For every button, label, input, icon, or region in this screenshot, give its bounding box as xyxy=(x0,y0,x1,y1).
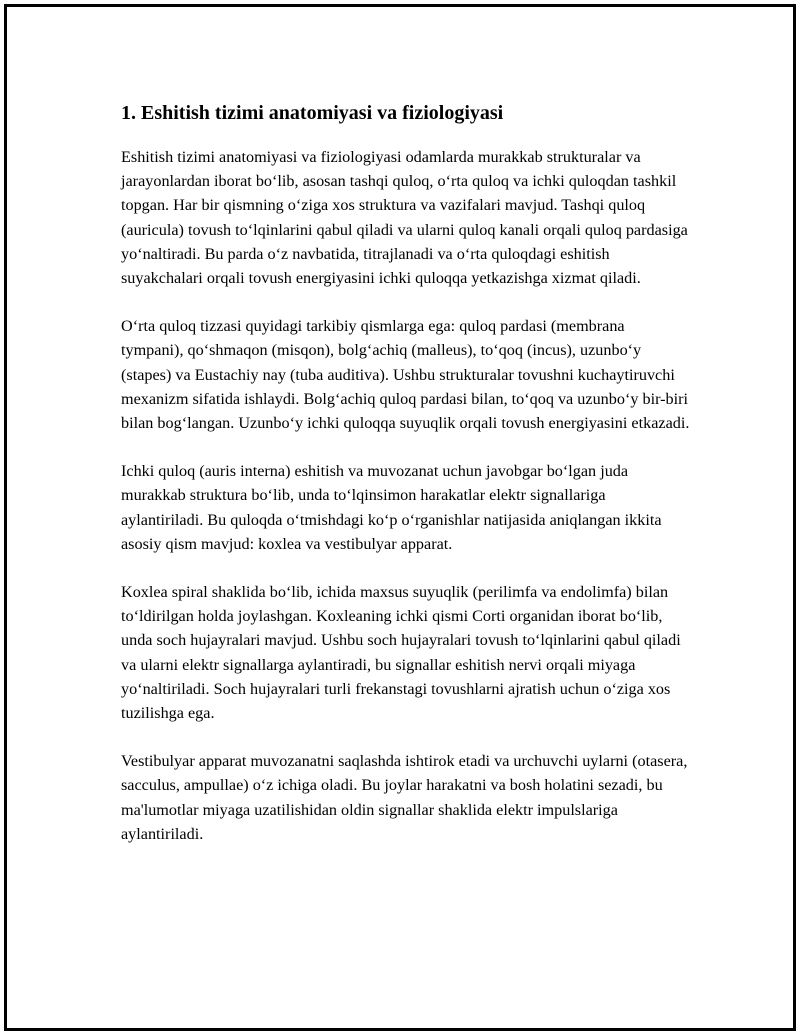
document-body xyxy=(121,99,691,870)
page-frame xyxy=(4,4,796,1031)
paragraph-inner-ear: Ichki quloq (auris interna) eshitish va muvozanat uchun javobgar bo‘lgan juda murakkab struktura bo‘lib, unda to‘lqinsimon harakatlar elektr signallariga aylantiriladi. Bu quloqda o‘tmishdagi ko‘p o‘rganishlar natijasida aniqlangan ikkita asosiy qism mavjud: koxlea va vestibulyar apparat. xyxy=(121,462,662,553)
paragraph-cochlea: Koxlea spiral shaklida bo‘lib, ichida maxsus suyuqlik (perilimfa va endolimfa) bilan to‘ldirilgan holda joylashgan. Koxleaning ichki qismi Corti organidan iborat bo‘lib, unda soch hujayralari mavjud. Ushbu soch hujayralari tovush to‘lqinlarini qabul qiladi va ularni elektr signallarga aylantiradi, bu signallar eshitish nervi orqali miyaga yo‘naltiriladi. Soch hujayralari turli frekanstagi tovushlarni ajratish uchun o‘ziga xos tuzilishga ega. xyxy=(121,583,681,723)
section-title: 1. Eshitish tizimi anatomiyasi va fiziologiyasi xyxy=(121,102,504,124)
paragraph-vestibular: Vestibulyar apparat muvozanatni saqlashda ishtirok etadi va urchuvchi uylarni (otasera, sacculus, ampullae) o‘z ichiga oladi. Bu joylar harakatni va bosh holatini sezadi, bu ma'lumotlar miyaga uzatilishidan oldin signallar shaklida elektr impulslariga aylantiriladi. xyxy=(121,752,688,843)
paragraph-middle-ear: O‘rta quloq tizzasi quyidagi tarkibiy qismlarga ega: quloq pardasi (membrana tympani), qo‘shmaqon (misqon), bolg‘achiq (malleus), to‘qoq (incus), uzunbo‘y (stapes) va Eustachiy nay (tuba auditiva). Ushbu strukturalar tovushni kuchaytiruvchi mexanizm sifatida ishlaydi. Bolg‘achiq quloq pardasi bilan, to‘qoq va uzunbo‘y bir-biri bilan bog‘langan. Uzunbo‘y ichki quloqqa suyuqlik orqali tovush energiyasini etkazadi. xyxy=(121,317,690,433)
paragraph-outer-ear: Eshitish tizimi anatomiyasi va fiziologiyasi odamlarda murakkab strukturalar va jarayonlardan iborat bo‘lib, asosan tashqi quloq, o‘rta quloq va ichki quloqdan tashkil topgan. Har bir qismning o‘ziga xos struktura va vazifalari mavjud. Tashqi quloq (auricula) tovush to‘lqinlarini qabul qiladi va ularni quloq kanali orqali quloq pardasiga yo‘naltiradi. Bu parda o‘z navbatida, titrajlanadi va o‘rta quloqdagi eshitish suyakchalari orqali tovush energiyasini ichki quloqqa yetkazishga xizmat qiladi. xyxy=(121,148,688,288)
